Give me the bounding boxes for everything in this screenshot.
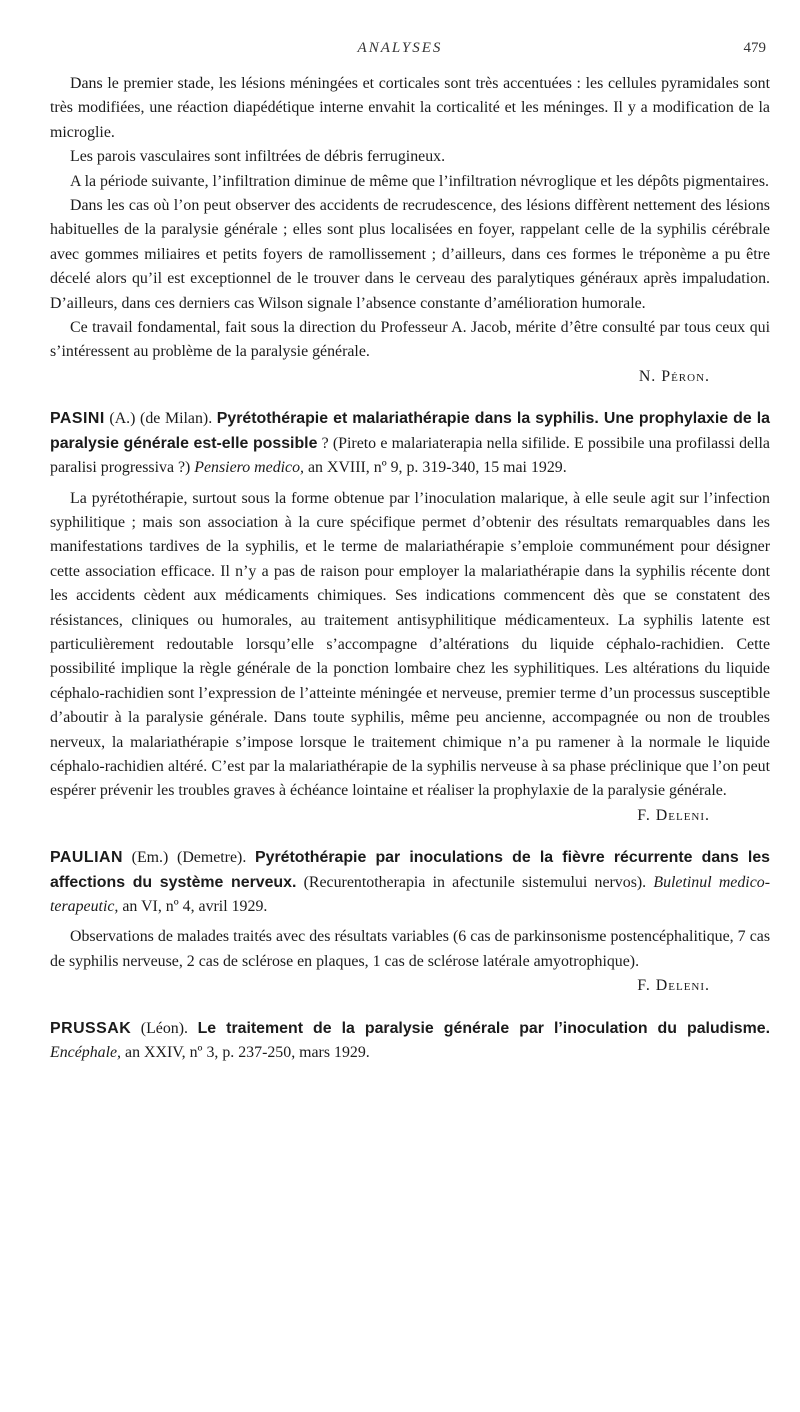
entry-journal: Buletinul medico-terapeutic, [50,873,770,915]
entry-author-details: (Léon). [131,1019,198,1037]
reviewer-signature: N. Péron. [638,367,710,385]
entry-author: PAULIAN [50,849,123,867]
entry-author: PRUSSAK [50,1019,132,1037]
page-number: 479 [743,40,766,56]
entry-title: Pyrétothérapie par inoculations de la fièvre récurrente dans les affections du système nerveux. [50,849,770,891]
entry-title: Le traitement de la paralysie générale par l’inoculation du paludisme. [197,1019,770,1037]
entry-body [50,487,770,804]
paragraph: La pyrétothérapie, surtout sous la forme obtenue par l’inoculation malarique, à elle seule agit sur l’infection syphilitique ; mais son association à la cure spécifique permet d’obtenir des résultats remarquables dans les manifestations tardives de la syphilis, et le terme de malariathérapie s’emploie communément pour désigner cette association efficace. Il n’y a pas de raison pour employer la malariathérapie dans la syphilis récente dont les accidents cèdent aux médicaments chimiques. Ses indications commencent dès que se constatent des résistances, cliniques ou humorales, au traitement antisyphilitique médicamenteux. La syphilis latente est particulièrement redoutable lorsqu’elle s’accompagne d’altérations du liquide céphalo-rachidien. Cette possibilité implique la règle générale de la ponction lombaire chez les syphilitiques. Les altérations du liquide céphalo-rachidien sont l’expression de l’atteinte méningée et nerveuse, premier terme d’un processus susceptible d’aboutir à la paralysie générale. Dans toute syphilis, même peu ancienne, accompagnée ou non de troubles nerveux, la malariathérapie s’impose lorsque le traitement chimique n’a pu ramener à la normale le liquide céphalo-rachidien altéré. C’est par la malariathérapie de la syphilis nerveuse à sa phase préclinique que l’on peut espérer prévenir les troubles graves à échéance lointaine et réaliser la prophylaxie de la paralysie générale. [50,489,770,800]
entry-heading [50,846,770,919]
reviewer-signature: F. Deleni. [637,806,710,824]
entry-journal: Pensiero medico, [194,459,305,477]
page-content [50,72,770,1065]
paragraph: Dans le premier stade, les lésions méningées et corticales sont très accentuées : les cellules pyramidales sont très modifiées, une réaction diapédétique interne envahit la corticalité et les méninges. Il y a modification de la microglie. [50,75,770,141]
paragraph: Les parois vasculaires sont infiltrées de débris ferrugineux. [70,148,446,166]
paragraph: Ce travail fondamental, fait sous la direction du Professeur A. Jacob, mérite d’être consulté par tous ceux qui s’intéressent au problème de la paralysie générale. [50,319,770,361]
entry-author-details: (A.) (de Milan). [104,410,217,428]
previous-review-continuation [50,72,770,389]
entry-heading [50,407,770,480]
reviewer-signature: F. Deleni. [637,977,710,995]
entry-body [50,925,770,974]
paragraph: Dans les cas où l’on peut observer des accidents de recrudescence, des lésions diffèrent nettement des lésions habituelles de la paralysie générale ; elles sont plus localisées en foyer, rappelant celle de la syphilis cérébrale avec gommes miliaires et petits foyers de ramollissement ; d’ailleurs, dans ces formes le tréponème a pu être décelé alors qu’il est exceptionnel de le trouver dans le cerveau des paralytiques généraux après impaludation. D’ailleurs, dans ces derniers cas Wilson signale l’absence constante d’amélioration humorale. [50,197,770,312]
entry-citation-details: an XXIV, nº 3, p. 237-250, mars 1929. [121,1044,370,1062]
entry-citation: (Recurentotherapia in afectunile sistemului nervos). [296,873,654,891]
entry-citation-details: an XVIII, nº 9, p. 319-340, 15 mai 1929. [304,459,567,477]
entry-author: PASINI [50,410,105,428]
review-entry-pasini [50,407,770,828]
entry-citation: ? (Pireto e malariaterapia nella sifilide. E possibile una profilassi della paralisi progressiva ?) [50,434,770,477]
paragraph: Observations de malades traités avec des résultats variables (6 cas de parkinsonisme postencéphalitique, 7 cas de syphilis nerveuse, 2 cas de sclérose en plaques, 1 cas de sclérose latérale amyotrophique). [50,928,770,970]
running-header [0,36,800,58]
paragraph: A la période suivante, l’infiltration diminue de même que l’infiltration névroglique et les dépôts pigmentaires. [70,172,770,190]
entry-author-details: (Em.) (Demetre). [122,849,256,867]
entry-citation-details: an VI, nº 4, avril 1929. [118,898,268,915]
review-entry-prussak [50,1017,770,1066]
entry-heading [50,1017,770,1066]
review-entry-paulian [50,846,770,998]
entry-journal: Encéphale, [50,1044,122,1062]
running-title: ANALYSES [357,40,443,56]
entry-title: Pyrétothérapie et malariathérapie dans la syphilis. Une prophylaxie de la paralysie générale est-elle possible [50,410,771,452]
